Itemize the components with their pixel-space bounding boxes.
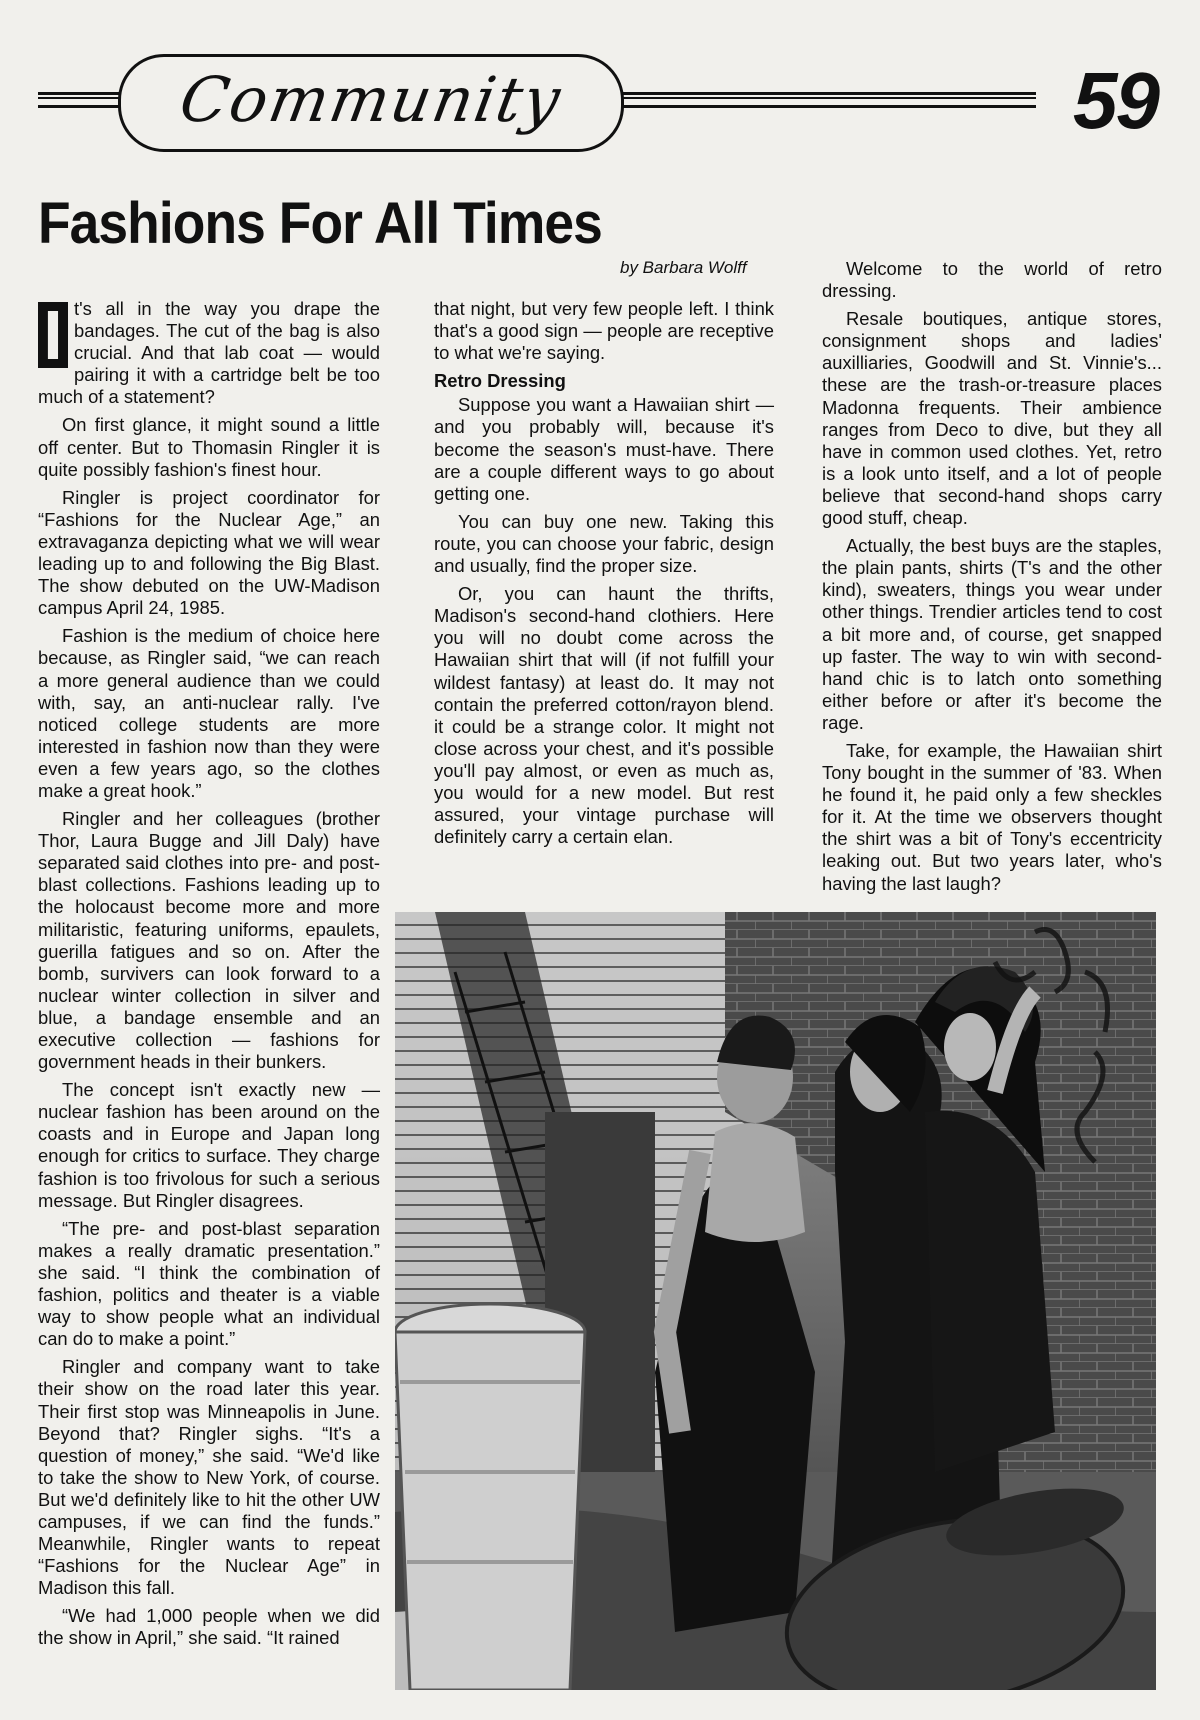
paragraph: Ringler and company want to take their show on the road later this year. Their first stop was Minneapolis in June. Beyond that? Ringler sighs. “It's a question of money,” she said. “We'd like to take the show to New York, of course. But we'd definitely like to hit the other UW campuses, if we can find the funds.” Meanwhile, Ringler wants to repeat “Fashions for the Nuclear Age” in Madison this fall. bbox=[38, 1356, 380, 1599]
section-title: Community bbox=[174, 63, 568, 136]
paragraph: Fashion is the medium of choice here because, as Ringler said, “we can reach a more general audience than we could with, say, an anti-nuclear rally. I've noticed college students are more interested in fashion now than they were even a few years ago, so the clothes make a great hook.” bbox=[38, 625, 380, 801]
paragraph: Ringler is project coordinator for “Fashions for the Nuclear Age,” an extravaganza depicting what we will wear leading up to and following the Big Blast. The show debuted on the UW-Madison campus April 24, 1985. bbox=[38, 486, 380, 619]
paragraph: Take, for example, the Hawaiian shirt Tony bought in the summer of '83. When he found it, he paid only a few sheckles for it. At the time we observers thought the shirt was a bit of Tony's eccentricity leaking out. But two years later, who's having the last laugh? bbox=[822, 739, 1162, 894]
section-header bbox=[0, 0, 1200, 170]
article-photo bbox=[395, 912, 1156, 1690]
header-rule-right bbox=[616, 92, 1036, 108]
paragraph: I t's all in the way you drape the bandages. The cut of the bag is also crucial. And that lab coat — would pairing it with a cartridge belt be too much of a statement? bbox=[38, 298, 380, 408]
paragraph: “The pre- and post-blast separation makes a really dramatic presentation.” she said. “I think the combination of fashion, politics and theater is a viable way to show people what an individual can do to make a point.” bbox=[38, 1217, 380, 1350]
section-banner bbox=[118, 54, 624, 152]
article-column-2 bbox=[434, 298, 774, 854]
subheading: Retro Dressing bbox=[434, 370, 566, 392]
paragraph: Resale boutiques, antique stores, consignment shops and ladies' auxilliaries, Goodwill and St. Vinnie's... these are the trash-or-treasure places Madonna frequents. Their ambience ranges from Deco to dive, but they all have in common used clothes. Yet, retro is a look unto itself, and a lot of people believe that second-hand shops carry good stuff, cheap. bbox=[822, 308, 1162, 529]
article-column-1 bbox=[38, 298, 380, 1656]
paragraph: Welcome to the world of retro dressing. bbox=[822, 258, 1162, 302]
paragraph: Ringler and her colleagues (brother Thor, Laura Bugge and Jill Daly) have separated said clothes into pre- and post-blast collections. Fashions leading up to the holocaust become more and more militaristic, featuring uniforms, epaulets, guerilla fatigues and so on. After the bomb, survivers can look forward to a nuclear winter collection in silver and blue, a bandage ensemble and an executive collection — fashions for government heads in their bunkers. bbox=[38, 808, 380, 1073]
paragraph: You can buy one new. Taking this route, you can choose your fabric, design and usually, find the proper size. bbox=[434, 510, 774, 577]
paragraph: Or, you can haunt the thrifts, Madison's second-hand clothiers. Here you will no doubt come across the Hawaiian shirt that will (if not fulfill your wildest fantasy) at least do. It may not contain the preferred cotton/rayon blend. it could be a strange color. It might not close across your chest, and it's possible you'll pay almost, or even as much as, you would for a new model. But rest assured, your vintage purchase will definitely carry a certain elan. bbox=[434, 583, 774, 848]
paragraph: “We had 1,000 people when we did the show in April,” she said. “It rained bbox=[38, 1605, 380, 1649]
paragraph: The concept isn't exactly new — nuclear fashion has been around on the coasts and in Europe and Japan long enough for critics to surface. They charge fashion is too frivolous for such a serious message. But Ringler disagrees. bbox=[38, 1079, 380, 1211]
paragraph: Suppose you want a Hawaiian shirt — and you probably will, because it's become the season's must-have. There are a couple different ways to go about getting one. bbox=[434, 394, 774, 504]
drop-cap: I bbox=[38, 302, 68, 368]
header-rule-left bbox=[38, 92, 120, 108]
paragraph: Actually, the best buys are the staples, the plain pants, shirts (T's and the other kind), sweaters, things you wear under other things. Trendier articles tend to cost a bit more and, of course, get snapped up faster. The way to win with second-hand chic is to latch onto something either before or after it's become the rage. bbox=[822, 535, 1162, 733]
paragraph: that night, but very few people left. I think that's a good sign — people are receptive to what we're saying. bbox=[434, 298, 774, 364]
paragraph: On first glance, it might sound a little off center. But to Thomasin Ringler it is quite possibly fashion's finest hour. bbox=[38, 414, 380, 480]
article-byline: by Barbara Wolff bbox=[620, 258, 747, 277]
alley-photo-illustration bbox=[395, 912, 1156, 1690]
article-headline: Fashions For All Times bbox=[38, 191, 602, 256]
page-number: 59 bbox=[1073, 56, 1158, 145]
article-column-3 bbox=[822, 258, 1162, 901]
